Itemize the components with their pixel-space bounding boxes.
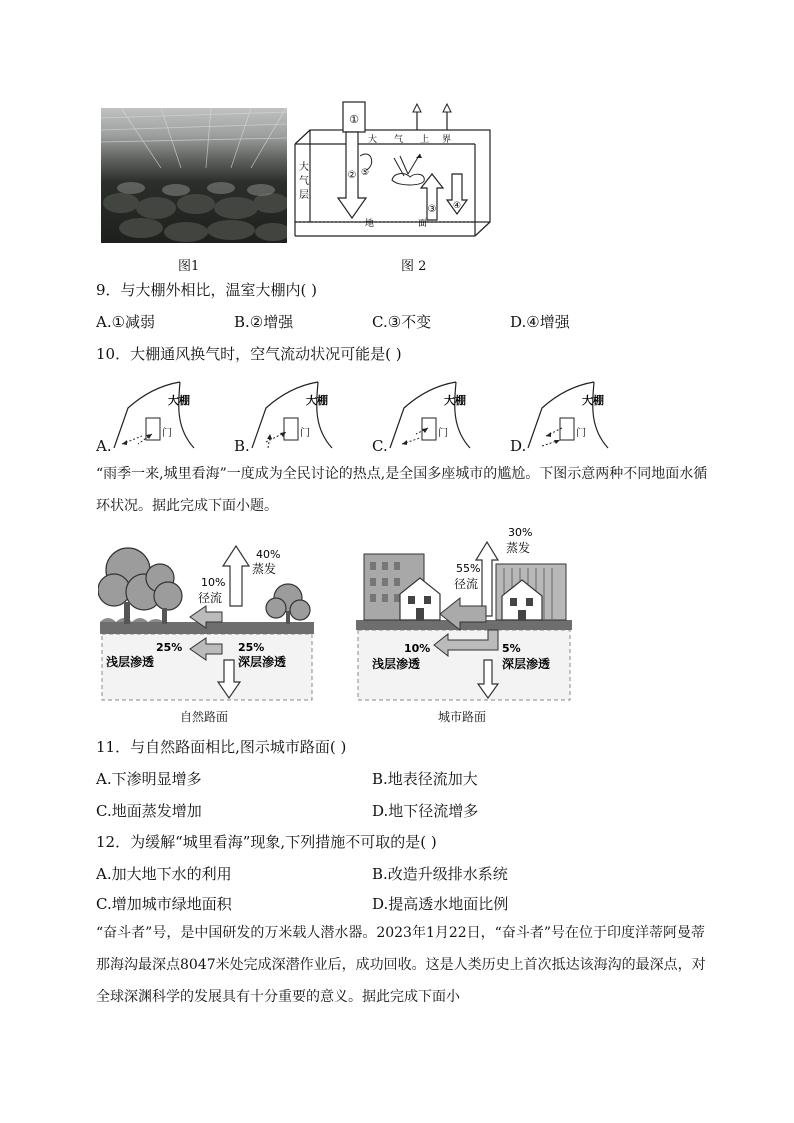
urban-shallow-pct: 10% bbox=[404, 642, 431, 655]
upper-atmosphere-char-4: 界 bbox=[442, 135, 452, 145]
question-9-option-b[interactable]: B.②增强 bbox=[234, 313, 294, 331]
natural-deep-pct: 25% bbox=[238, 641, 265, 654]
question-12-option-c[interactable]: C.增加城市绿地面积 bbox=[96, 895, 232, 913]
question-10-option-c[interactable]: C. bbox=[372, 437, 388, 455]
urban-runoff-label: 径流 bbox=[454, 577, 479, 591]
passage-fendouzhe: “奋斗者”号，是中国研发的万米载人潜水器。2023年1月22日，“奋斗者”号在位于印度洋蒂阿曼蒂那海沟最深点8047米处完成深潜作业后，成功回收。这是人类历史上首次抵达该海沟的最深点，对全球深渊科学的发展具有十分重要的意义。据此完成下面小 bbox=[96, 925, 706, 1005]
question-11-option-a[interactable]: A.下渗明显增多 bbox=[96, 770, 202, 788]
marker-2: ② bbox=[347, 170, 357, 181]
question-12-stem: 12．为缓解“城里看海”现象,下列措施不可取的是( ) bbox=[96, 833, 437, 851]
upper-atmosphere-char-2: 气 bbox=[394, 135, 404, 145]
atmosphere-layer-char-1: 大 bbox=[299, 162, 309, 173]
question-9-option-a[interactable]: A.①减弱 bbox=[96, 313, 156, 331]
door-label: 门 bbox=[438, 428, 448, 439]
urban-runoff-pct: 55% bbox=[456, 562, 481, 575]
question-10-option-a[interactable]: A. bbox=[96, 437, 112, 455]
urban-deep-label: 深层渗透 bbox=[502, 657, 551, 671]
door-label: 门 bbox=[576, 428, 586, 439]
question-11-option-c[interactable]: C.地面蒸发增加 bbox=[96, 802, 202, 820]
natural-runoff-pct: 10% bbox=[201, 576, 226, 589]
natural-evap-pct: 40% bbox=[256, 548, 281, 561]
question-10-stem: 10．大棚通风换气时，空气流动状况可能是( ) bbox=[96, 345, 402, 363]
greenhouse-photo-texture bbox=[101, 108, 287, 243]
door-label: 门 bbox=[162, 428, 172, 439]
question-10-option-d[interactable]: D. bbox=[510, 437, 527, 455]
question-12-option-b[interactable]: B.改造升级排水系统 bbox=[372, 865, 508, 883]
marker-1: ① bbox=[349, 113, 359, 126]
upper-atmosphere-char-1: 大 bbox=[368, 135, 378, 145]
question-11-option-b[interactable]: B.地表径流加大 bbox=[372, 770, 478, 788]
greenhouse-photo bbox=[101, 108, 287, 243]
urban-surface-caption: 城市路面 bbox=[438, 710, 487, 724]
natural-runoff-label: 径流 bbox=[198, 591, 223, 605]
question-12-option-d[interactable]: D.提高透水地面比例 bbox=[372, 895, 509, 913]
upper-atmosphere-char-3: 上 bbox=[420, 135, 430, 145]
ground-char-1: 地 bbox=[365, 219, 375, 229]
marker-3: ③ bbox=[427, 204, 437, 215]
marker-5: ⑤ bbox=[360, 168, 370, 178]
question-12-option-a[interactable]: A.加大地下水的利用 bbox=[96, 865, 232, 883]
figure-1-caption: 图1 bbox=[178, 259, 200, 274]
urban-deep-pct: 5% bbox=[502, 642, 521, 655]
natural-surface-diagram bbox=[98, 530, 316, 702]
urban-evap-label: 蒸发 bbox=[506, 541, 531, 555]
urban-surface-diagram bbox=[356, 524, 572, 702]
ground-char-2: 面 bbox=[418, 219, 428, 229]
natural-evap-label: 蒸发 bbox=[252, 562, 277, 576]
greenhouse-label: 大棚 bbox=[582, 394, 604, 407]
atmosphere-diagram bbox=[290, 98, 495, 248]
natural-surface-caption: 自然路面 bbox=[180, 710, 229, 724]
natural-deep-label: 深层渗透 bbox=[238, 655, 287, 669]
greenhouse-label: 大棚 bbox=[306, 394, 328, 407]
question-9-stem: 9．与大棚外相比，温室大棚内( ) bbox=[96, 281, 318, 299]
question-9-option-c[interactable]: C.③不变 bbox=[372, 313, 432, 331]
atmosphere-layer-char-3: 层 bbox=[299, 190, 309, 201]
atmosphere-layer-char-2: 气 bbox=[299, 176, 309, 187]
greenhouse-label: 大棚 bbox=[168, 394, 190, 407]
urban-shallow-label: 浅层渗透 bbox=[372, 657, 421, 671]
marker-4: ④ bbox=[452, 201, 462, 211]
question-11-option-d[interactable]: D.地下径流增多 bbox=[372, 802, 479, 820]
door-label: 门 bbox=[300, 428, 310, 439]
question-10-option-b[interactable]: B. bbox=[234, 437, 250, 455]
question-11-stem: 11．与自然路面相比,图示城市路面( ) bbox=[96, 738, 347, 756]
question-10-option-c-diagram bbox=[384, 378, 474, 450]
urban-evap-pct: 30% bbox=[508, 526, 533, 539]
natural-shallow-pct: 25% bbox=[156, 641, 183, 654]
question-10-option-b-diagram bbox=[246, 378, 336, 450]
figure-2-caption: 图 2 bbox=[401, 259, 427, 274]
greenhouse-label: 大棚 bbox=[444, 394, 466, 407]
question-10-option-d-diagram bbox=[522, 378, 612, 450]
question-9-option-d[interactable]: D.④增强 bbox=[510, 313, 570, 331]
natural-shallow-label: 浅层渗透 bbox=[106, 655, 155, 669]
passage-urban-flooding: “雨季一来,城里看海”一度成为全民讨论的热点,是全国多座城市的尴尬。下图示意两种不同地面水循环状况。据此完成下面小题。 bbox=[96, 466, 708, 514]
question-10-option-a-diagram bbox=[108, 378, 198, 450]
